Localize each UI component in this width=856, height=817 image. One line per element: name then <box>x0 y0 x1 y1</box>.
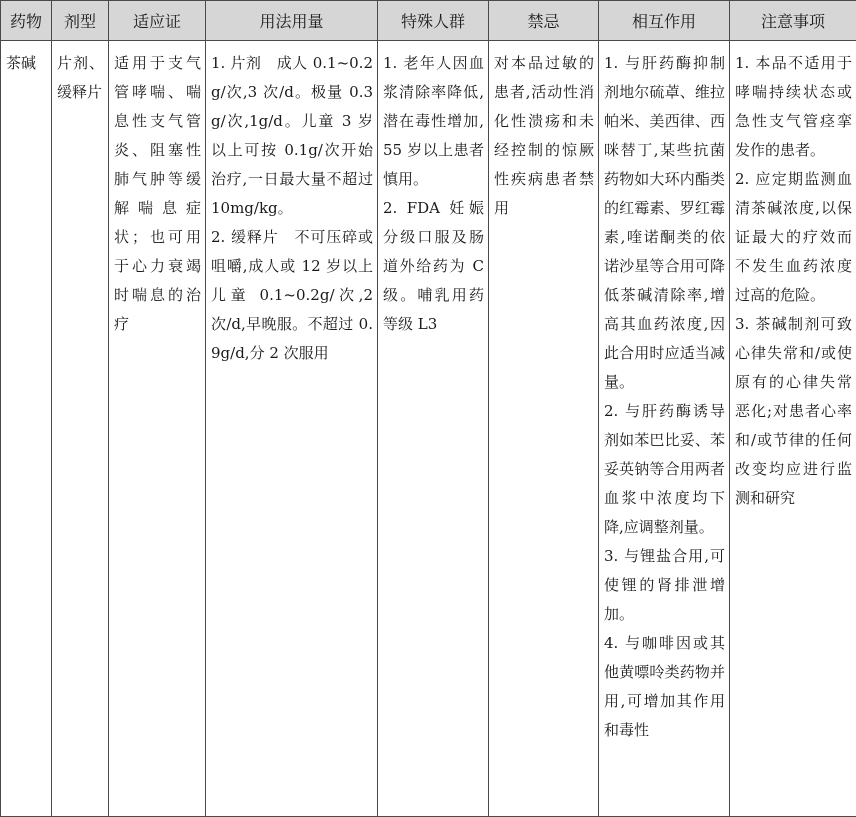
header-row <box>1 1 856 41</box>
table-row <box>1 41 856 817</box>
cell-contraindication: 对本品过敏的患者,活动性消化性溃疡和未经控制的惊厥性疾病患者禁用 <box>489 41 599 817</box>
cell-interaction <box>599 41 730 817</box>
header-interaction: 相互作用 <box>599 1 730 41</box>
header-contraindication: 禁忌 <box>489 1 599 41</box>
precaution-item: 1. 本品不适用于哮喘持续状态或急性支气管痉挛发作的患者。 <box>735 54 852 159</box>
header-dosage-form: 剂型 <box>52 1 109 41</box>
header-indication: 适应证 <box>109 1 206 41</box>
cell-indication: 适用于支气管哮喘、喘息性支气管炎、阻塞性肺气肿等缓解喘息症状；也可用于心力衰竭时喘息的治疗 <box>109 41 206 817</box>
interaction-item: 2. 与肝药酶诱导剂如苯巴比妥、苯妥英钠等合用两者血浆中浓度均下降,应调整剂量。 <box>604 402 725 536</box>
cell-special-population <box>378 41 489 817</box>
interaction-item: 3. 与锂盐合用,可使锂的肾排泄增加。 <box>604 547 725 623</box>
cell-drug: 茶碱 <box>1 41 52 817</box>
header-drug: 药物 <box>1 1 52 41</box>
cell-usage <box>206 41 378 817</box>
usage-item: 2. 缓释片 不可压碎或咀嚼,成人或 12 岁以上儿童 0.1~0.2g/次,2 次/d,早晚服。不超过 0.9g/d,分 2 次服用 <box>211 228 373 362</box>
header-precautions: 注意事项 <box>730 1 856 41</box>
header-usage: 用法用量 <box>206 1 378 41</box>
usage-item: 1. 片剂 成人 0.1~0.2g/次,3 次/d。极量 0.3g/次,1g/d。儿童 3 岁以上可按 0.1g/次开始治疗,一日最大量不超过 10mg/kg。 <box>211 54 373 217</box>
interaction-item: 1. 与肝药酶抑制剂地尔硫䓬、维拉帕米、美西律、西咪替丁,某些抗菌药物如大环内酯类的红霉素、罗红霉素,喹诺酮类的依诺沙星等合用可降低茶碱清除率,增高其血药浓度,因此合用时应适当减量。 <box>604 54 725 391</box>
precaution-item: 2. 应定期监测血清茶碱浓度,以保证最大的疗效而不发生血药浓度过高的危险。 <box>735 170 852 304</box>
interaction-item: 4. 与咖啡因或其他黄嘌呤类药物并用,可增加其作用和毒性 <box>604 634 725 739</box>
header-special-population: 特殊人群 <box>378 1 489 41</box>
precaution-item: 3. 茶碱制剂可致心律失常和/或使原有的心律失常恶化;对患者心率和/或节律的任何改变均应进行监测和研究 <box>735 315 852 507</box>
special-population-item: 1. 老年人因血浆清除率降低,潜在毒性增加,55 岁以上患者慎用。 <box>383 54 484 188</box>
cell-precautions <box>730 41 856 817</box>
special-population-item: 2. FDA 妊娠分级口服及肠道外给药为 C 级。哺乳用药等级 L3 <box>383 199 484 333</box>
cell-dosage-form: 片剂、缓释片 <box>52 41 109 817</box>
